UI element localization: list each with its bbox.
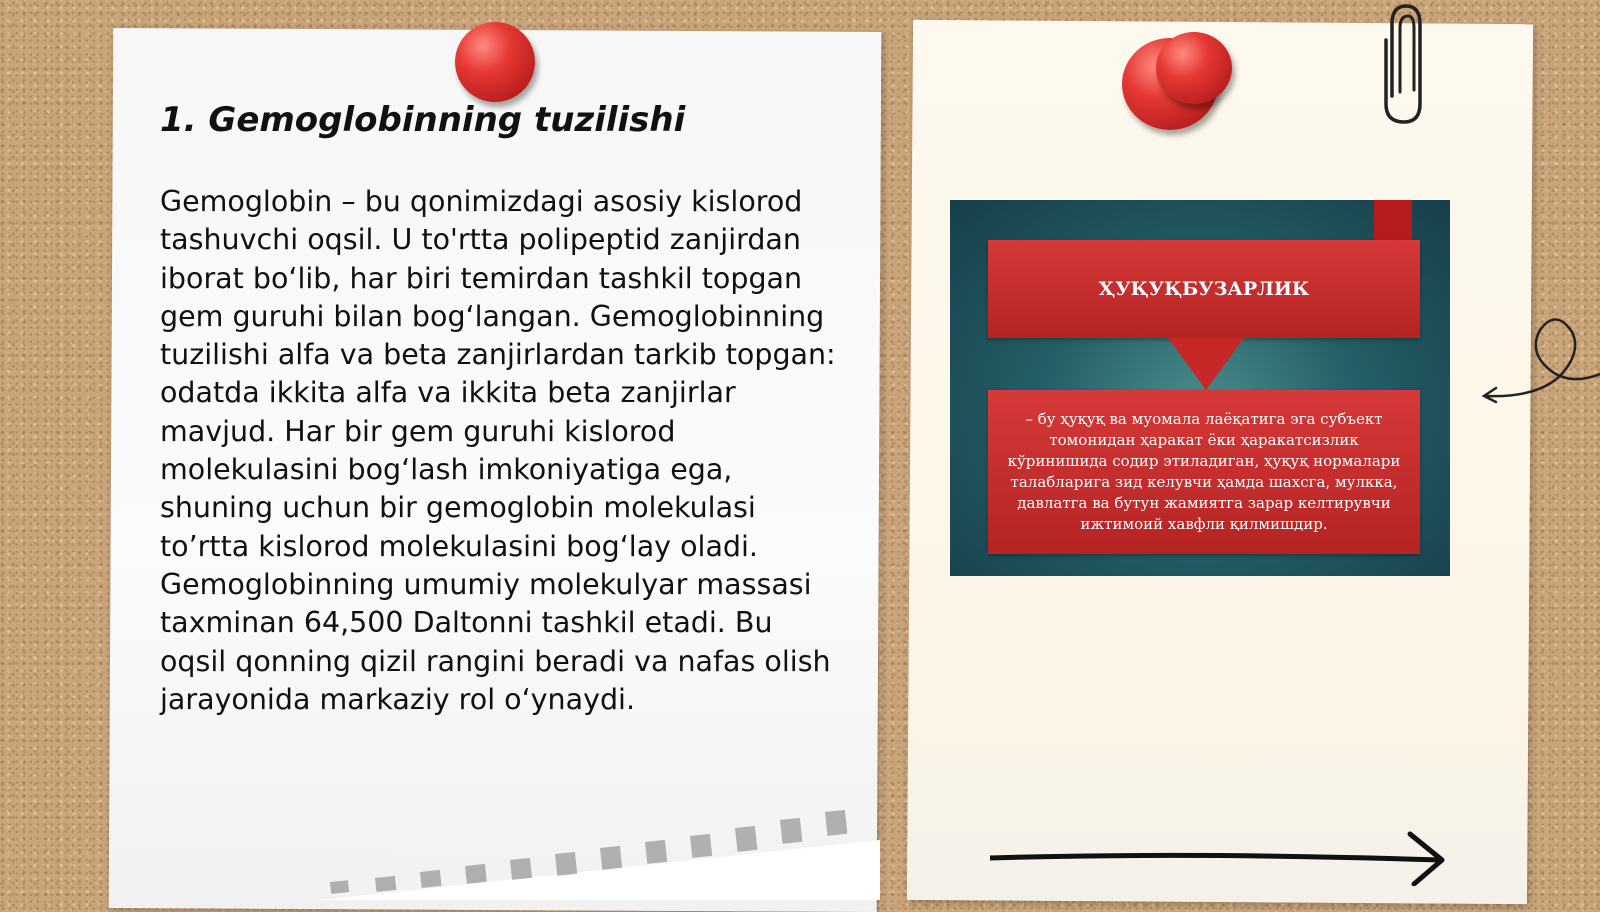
red-pushpin-icon xyxy=(1156,32,1232,104)
slide-corner-accent xyxy=(1374,200,1412,240)
embedded-slide-image xyxy=(950,200,1450,576)
body-paragraph: Gemoglobin – bu qonimizdagi asosiy kislorod tashuvchi oqsil. U to'rtta polipeptid zanjirdan iborat bo‘lib, har biri temirdan tashkil topgan gem guruhi bilan bog‘langan. Gemoglobinning tuzilishi alfa va beta zanjirlardan tarkib topgan: odatda ikkita alfa va ikkita beta zanjirlar mavjud. Har bir gem guruhi kislorod molekulasini bog‘lash imkoniyatiga ega, shuning uchun bir gemoglobin molekulasi to’rtta kislorod molekulasini bog‘lay oladi. Gemoglobinning umumiy molekulyar massasi taxminan 64,500 Daltonni tashkil etadi. Bu oqsil qonning qizil rangini beradi va nafas olish jarayonida markaziy rol o‘ynaydi. xyxy=(160,185,836,716)
page-title: 1. Gemoglobinning tuzilishi xyxy=(160,100,686,140)
paperclip-icon xyxy=(1378,0,1424,128)
torn-paper-edge xyxy=(320,800,880,900)
red-pushpin-icon xyxy=(455,22,535,102)
down-arrow-icon xyxy=(1168,338,1244,390)
right-arrow-icon xyxy=(990,830,1450,886)
slide-definition-box xyxy=(988,390,1420,554)
slide-definition-text: – бу ҳуқуқ ва муомала лаёқатига эга субъект томонидан ҳаракат ёки ҳаракатсизлик кўринишида содир этиладиган, ҳуқуқ нормалари талабларига зид келувчи ҳамда шахсга, мулкка, давлатга ва бутун жамиятга зарар келтирувчи ижтимоий хавфли қилмишдир. xyxy=(1007,410,1401,533)
slide-heading-text: ҲУҚУҚБУЗАРЛИК xyxy=(1098,278,1310,300)
slide-heading-box xyxy=(988,240,1420,338)
curly-arrow-doodle-icon xyxy=(1480,312,1600,408)
